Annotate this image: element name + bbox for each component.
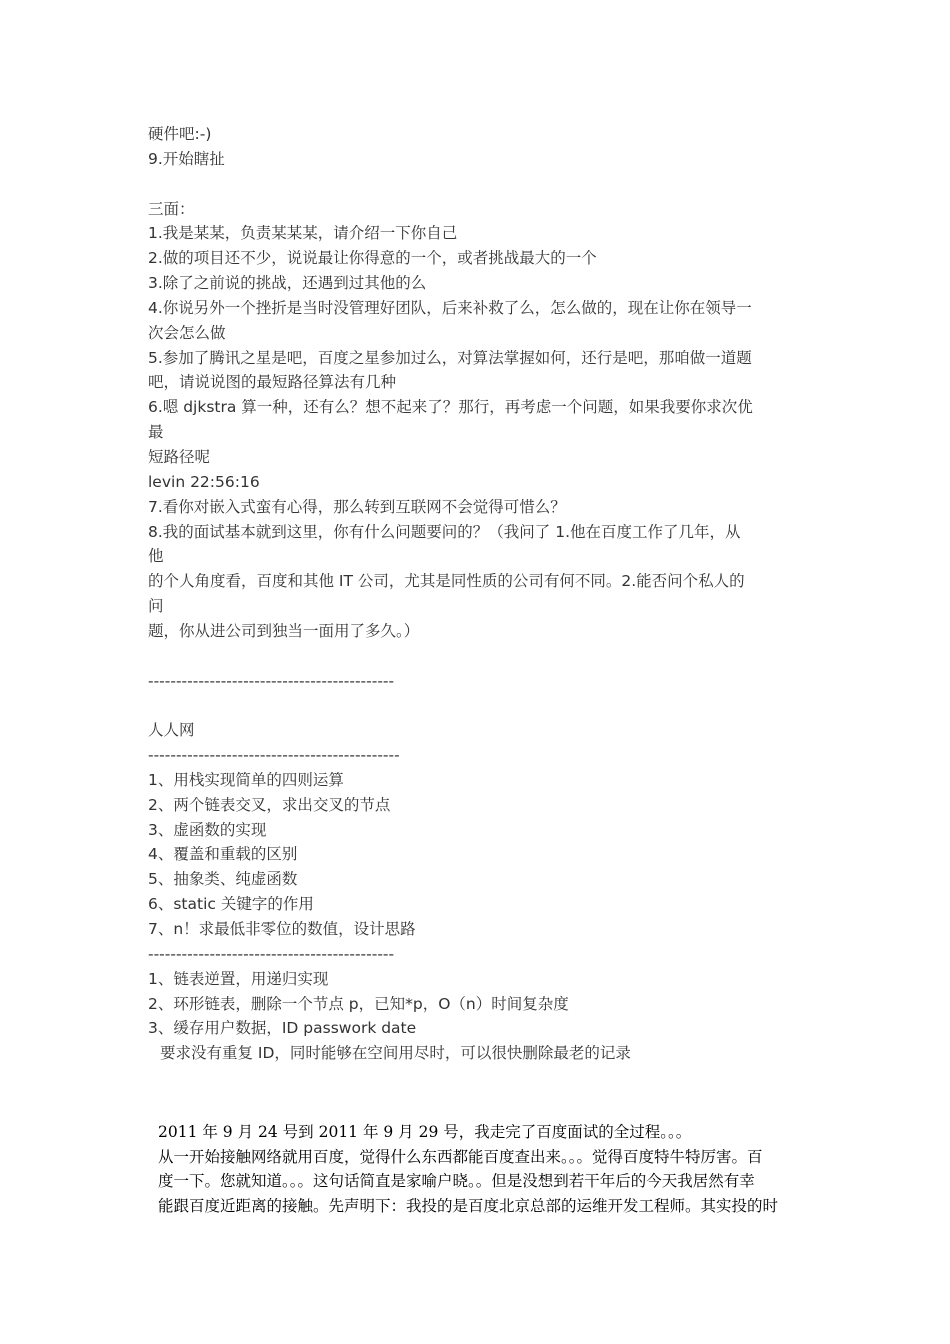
divider-line: --------------------------------------------	[148, 671, 395, 690]
list-item: 2、环形链表，删除一个节点 p，已知*p，O（n）时间复杂度	[148, 994, 569, 1013]
list-item: 3、虚函数的实现	[148, 820, 267, 839]
divider-line: --------------------------------------------	[148, 944, 395, 963]
divider-line: ---------------------------------------------	[148, 746, 400, 765]
section-heading: 三面：	[148, 199, 195, 218]
text-line: 3.除了之前说的挑战，还遇到过其他的么	[148, 274, 427, 293]
text-line: 题，你从进公司到独当一面用了多久。）	[148, 621, 420, 640]
text-line: levin 22:56:16	[148, 472, 260, 491]
text-line: 次会怎么做	[148, 323, 226, 342]
list-item: 3、缓存用户数据，ID passwork date	[148, 1019, 417, 1038]
blank-line	[148, 693, 828, 718]
text-line: 度一下。您就知道。。。这句话简直是家喻户晓。。但是没想到若干年后的今天我居然有幸	[158, 1172, 755, 1190]
text-line: 5.参加了腾讯之星是吧，百度之星参加过么，对算法掌握如何，还行是吧，那咱做一道题	[148, 348, 752, 367]
list-item: 1、用栈实现简单的四则运算	[148, 770, 344, 789]
blank-line	[148, 644, 828, 669]
list-item: 1、链表逆置，用递归实现	[148, 969, 329, 988]
text-line: 最	[148, 423, 164, 442]
text-line: 7.看你对嵌入式蛮有心得，那么转到互联网不会觉得可惜么？	[148, 497, 566, 516]
text-line: 6.嗯 djkstra 算一种，还有么？想不起来了？那行，再考虑一个问题，如果我要你求次优	[148, 398, 753, 417]
list-item: 7、n！求最低非零位的数值，设计思路	[148, 920, 416, 938]
text-line: 2011 年 9 月 24 号到 2011 年 9 月 29 号，我走完了百度面试的全过程。。。	[158, 1123, 692, 1141]
text-line: 他	[148, 547, 164, 566]
text-line: 问	[148, 597, 164, 616]
text-line: 短路径呢	[148, 447, 211, 466]
text-line: 4.你说另外一个挫折是当时没管理好团队，后来补救了么，怎么做的，现在让你在领导一	[148, 298, 752, 317]
list-item: 6、static 关键字的作用	[148, 895, 314, 914]
text-line: 从一开始接触网络就用百度，觉得什么东西都能百度查出来。。。觉得百度特牛特厉害。百	[158, 1147, 763, 1166]
baidu-interview-paragraph	[158, 1120, 838, 1218]
interview-notes	[148, 122, 828, 1066]
text-line: 吧，请说说图的最短路径算法有几种	[148, 373, 397, 392]
text-line: 1.我是某某，负责某某某，请介绍一下你自己	[148, 224, 458, 243]
list-item: 5、抽象类、纯虚函数	[148, 870, 298, 889]
text-line: 能跟百度近距离的接触。先声明下：我投的是百度北京总部的运维开发工程师。其实投的时	[158, 1196, 779, 1215]
list-item: 2、两个链表交叉，求出交叉的节点	[148, 795, 391, 814]
blank-line	[148, 172, 828, 197]
text-line: 9.开始瞎扯	[148, 149, 225, 168]
text-line: 2.做的项目还不少，说说最让你得意的一个，或者挑战最大的一个	[148, 249, 597, 268]
text-line: 8.我的面试基本就到这里，你有什么问题要问的？（我问了 1.他在百度工作了几年，从	[148, 522, 741, 541]
text-line: 的个人角度看，百度和其他 IT 公司，尤其是同性质的公司有何不同。2.能否问个私人的	[148, 572, 745, 591]
list-item: 4、覆盖和重载的区别	[148, 845, 298, 864]
list-item-note: 要求没有重复 ID，同时能够在空间用尽时，可以很快删除最老的记录	[160, 1044, 631, 1063]
section-heading: 人人网	[148, 721, 195, 740]
text-line: 硬件吧:-)	[148, 125, 212, 143]
